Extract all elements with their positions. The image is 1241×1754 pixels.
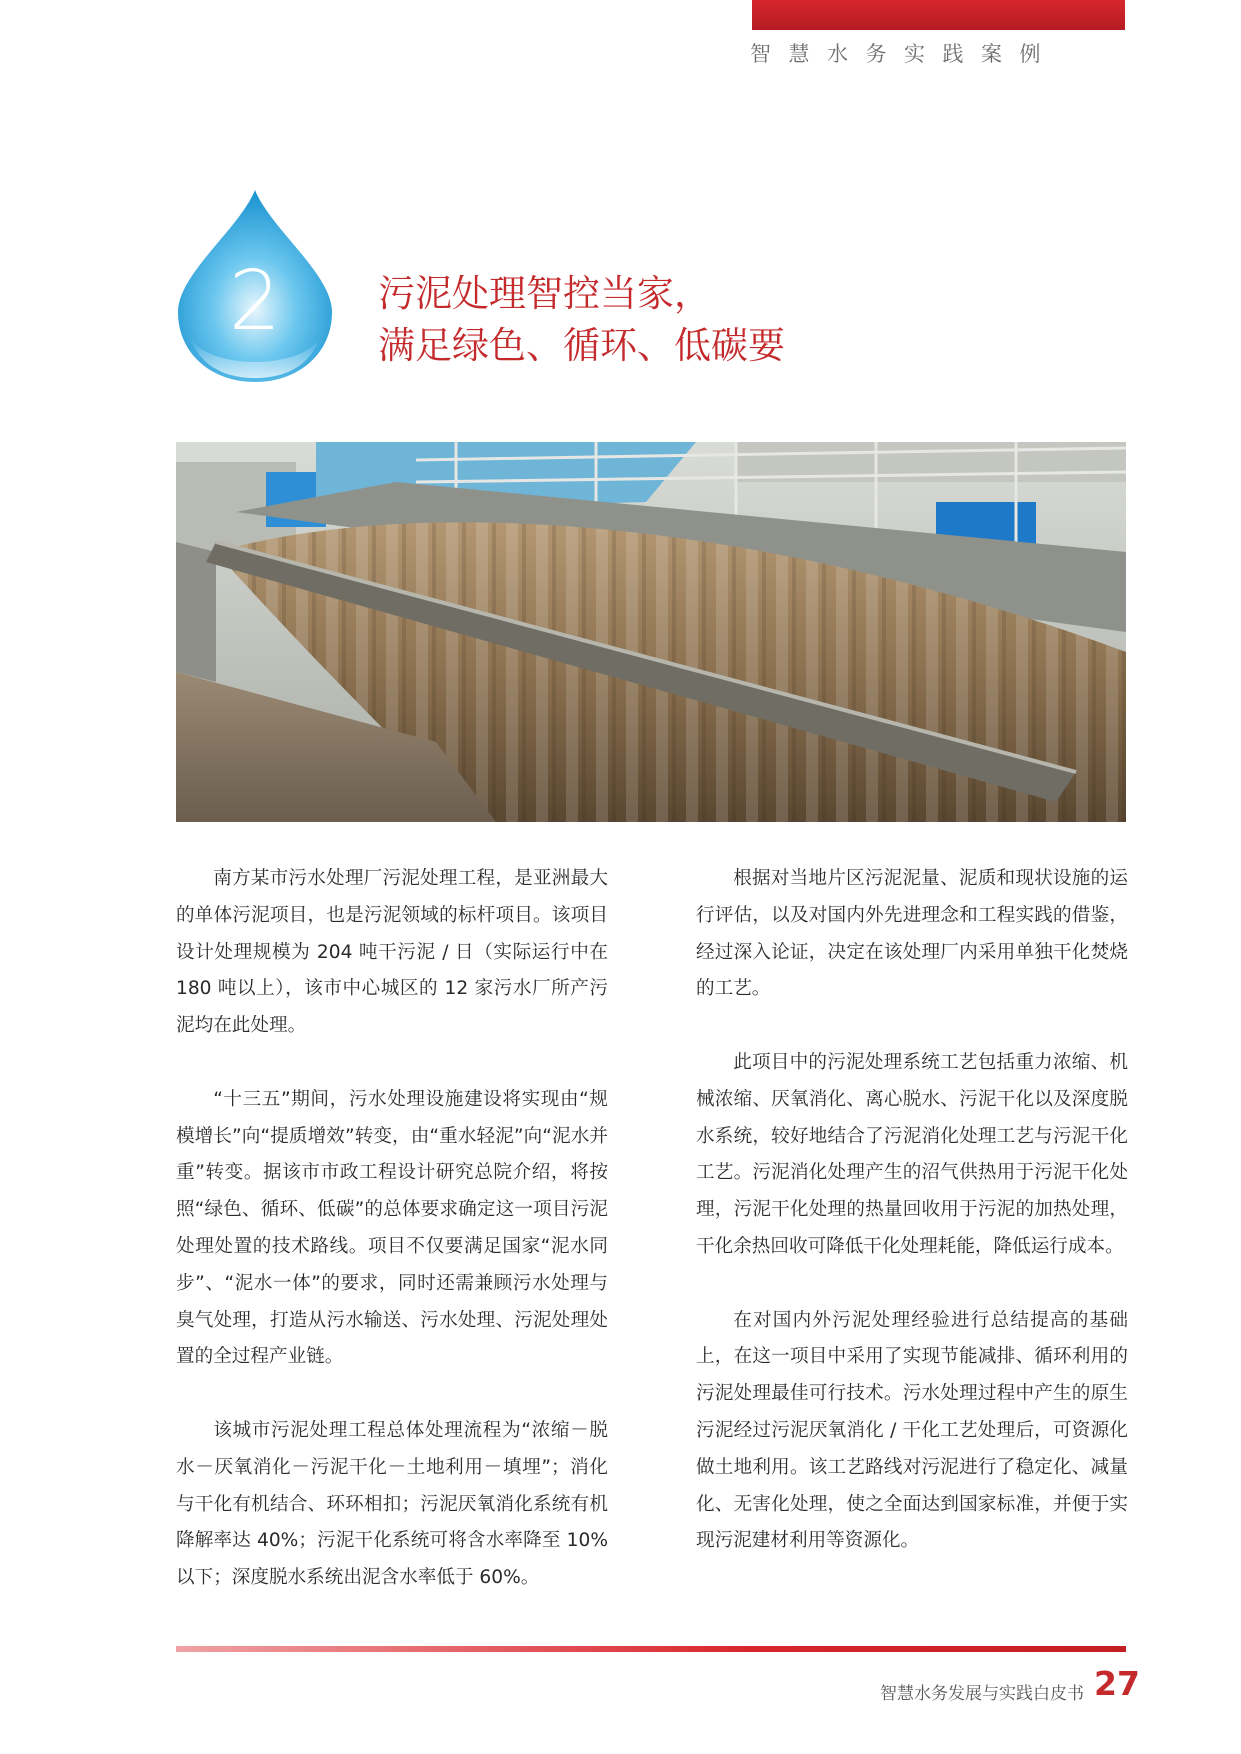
footer-rule [176, 1646, 1126, 1652]
section-title [378, 268, 785, 372]
right-text-column [696, 861, 1128, 1597]
header-title: 智慧水务实践案例 [750, 42, 1058, 66]
header-accent-bar [752, 0, 1125, 30]
paragraph: 此项目中的污泥处理系统工艺包括重力浓缩、机械浓缩、厌氧消化、离心脱水、污泥干化以及深度脱水系统，较好地结合了污泥消化处理工艺与污泥干化工艺。污泥消化处理产生的沼气供热用于污泥干化处理，污泥干化处理的热量回收用于污泥的加热处理，干化余热回收可降低干化处理耗能，降低运行成本。 [696, 1051, 1128, 1257]
section-title-line-1: 污泥处理智控当家， [378, 272, 711, 315]
left-text-column [176, 861, 608, 1634]
paragraph: 根据对当地片区污泥泥量、泥质和现状设施的运行评估，以及对国内外先进理念和工程实践的借鉴，经过深入论证，决定在该处理厂内采用单独干化焚烧的工艺。 [696, 868, 1128, 1000]
paragraph: 在对国内外污泥处理经验进行总结提高的基础上，在这一项目中采用了实现节能减排、循环利用的污泥处理最佳可行技术。污水处理过程中产生的原生污泥经过污泥厌氧消化 / 干化工艺处理后，可资源化做土地利用。该工艺路线对污泥进行了稳定化、减量化、无害化处理，使之全面达到国家标准，并便于实现污泥建材利用等资源化。 [696, 1309, 1128, 1552]
paragraph: 该城市污泥处理工程总体处理流程为“浓缩－脱水－厌氧消化－污泥干化－土地利用－填埋”；消化与干化有机结合、环环相扣；污泥厌氧消化系统有机降解率达 40%；污泥干化系统可将含水率降至 10% 以下；深度脱水系统出泥含水率低于 60%。 [176, 1419, 608, 1589]
page-number: 27 [1094, 1664, 1140, 1703]
footer-publication-title: 智慧水务发展与实践白皮书 [880, 1684, 1084, 1704]
sludge-weir-photo [176, 442, 1126, 822]
paragraph: 南方某市污水处理厂污泥处理工程，是亚洲最大的单体污泥项目，也是污泥领域的标杆项目。该项目设计处理规模为 204 吨干污泥 / 日（实际运行中在 180 吨以上），该市中心城区的 12 家污水厂所产污泥均在此处理。 [176, 868, 608, 1037]
section-title-line-2: 满足绿色、循环、低碳要 [378, 324, 785, 367]
section-number: 2 [228, 254, 282, 349]
paragraph: “十三五”期间，污水处理设施建设将实现由“规模增长”向“提质增效”转变，由“重水轻泥”向“泥水并重”转变。据该市市政工程设计研究总院介绍，将按照“绿色、循环、低碳”的总体要求确定这一项目污泥处理处置的技术路线。项目不仅要满足国家“泥水同步”、“泥水一体”的要求，同时还需兼顾污水处理与臭气处理，打造从污水输送、污水处理、污泥处理处置的全过程产业链。 [176, 1088, 608, 1368]
